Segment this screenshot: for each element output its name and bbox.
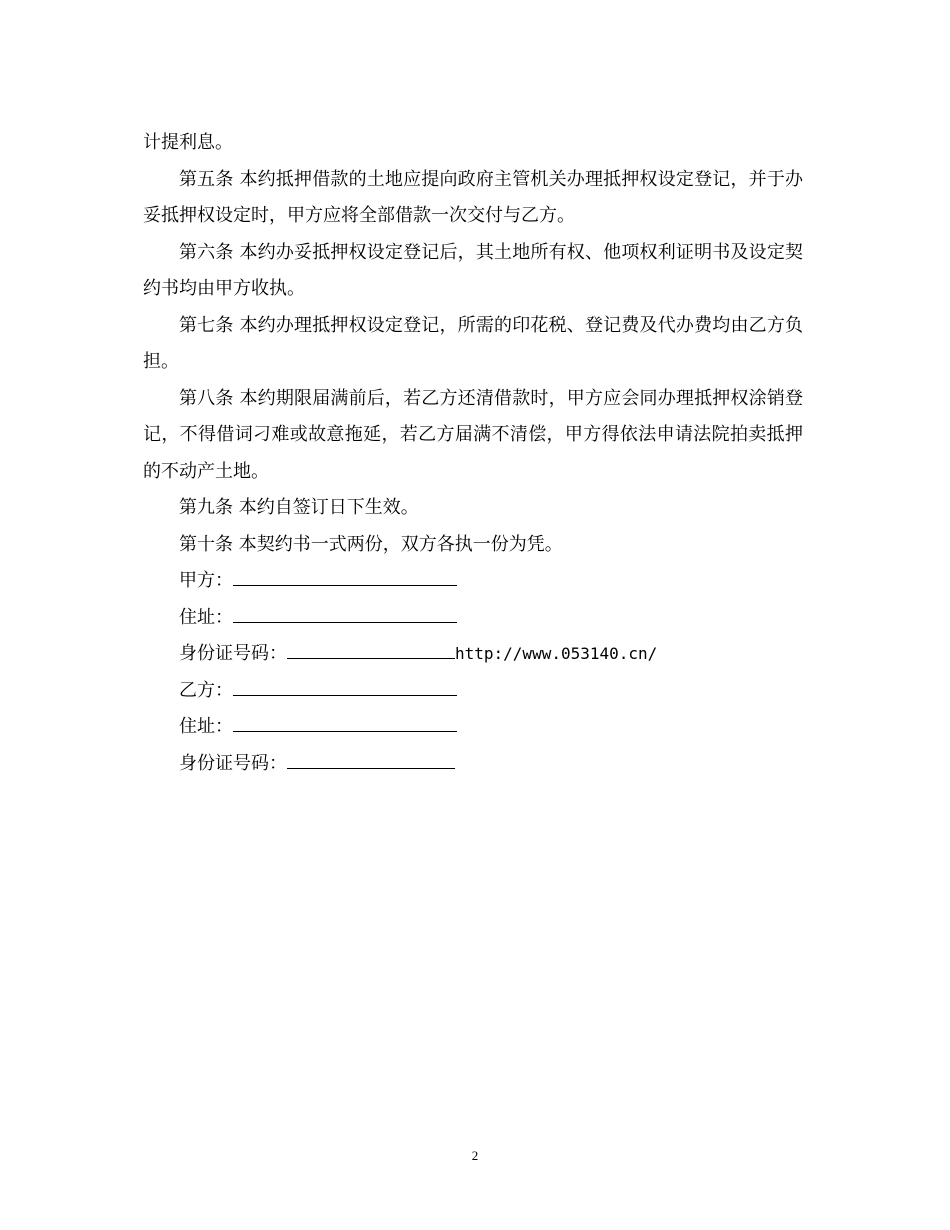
article-10: 第十条 本契约书一式两份，双方各执一份为凭。	[179, 533, 563, 555]
document-body	[143, 125, 803, 782]
website-url[interactable]: http://www.053140.cn/	[455, 644, 658, 663]
party-a-label: 甲方：	[179, 570, 233, 591]
party-b-address-blank	[233, 709, 457, 732]
party-b-address-label: 住址：	[179, 716, 233, 737]
party-a-id-line	[143, 636, 803, 673]
page-number: 2	[471, 1148, 479, 1163]
article-5: 第五条 本约抵押借款的土地应提向政府主管机关办理抵押权设定登记，并于办妥抵押权设定时，甲方应将全部借款一次交付与乙方。	[143, 168, 803, 226]
party-b-id-label: 身份证号码：	[179, 752, 287, 774]
party-a-address-label: 住址：	[179, 606, 233, 628]
article-6: 第六条 本约办妥抵押权设定登记后，其土地所有权、他项权利证明书及设定契约书均由甲方收执。	[143, 241, 803, 299]
party-b-blank	[233, 673, 457, 696]
party-a-address-blank	[233, 600, 457, 623]
article-8: 第八条 本约期限届满前后，若乙方还清借款时，甲方应会同办理抵押权涂销登记，不得借词刁难或故意拖延，若乙方届满不清偿，甲方得依法申请法院拍卖抵押的不动产土地。	[143, 387, 803, 482]
article-7: 第七条 本约办理抵押权设定登记，所需的印花税、登记费及代办费均由乙方负担。	[143, 314, 803, 372]
party-b-address-line	[143, 709, 803, 746]
article-9: 第九条 本约自签订日下生效。	[179, 497, 419, 518]
party-a-blank	[233, 563, 457, 586]
party-a-id-blank	[287, 636, 455, 659]
party-a-line	[143, 563, 803, 600]
party-a-id-label: 身份证号码：	[179, 643, 287, 664]
party-b-line	[143, 673, 803, 710]
party-a-address-line	[143, 600, 803, 637]
paragraph-continuation: 计提利息。	[143, 132, 233, 153]
party-b-id-blank	[287, 746, 455, 769]
party-b-label: 乙方：	[179, 679, 233, 701]
party-b-id-line	[143, 746, 803, 783]
